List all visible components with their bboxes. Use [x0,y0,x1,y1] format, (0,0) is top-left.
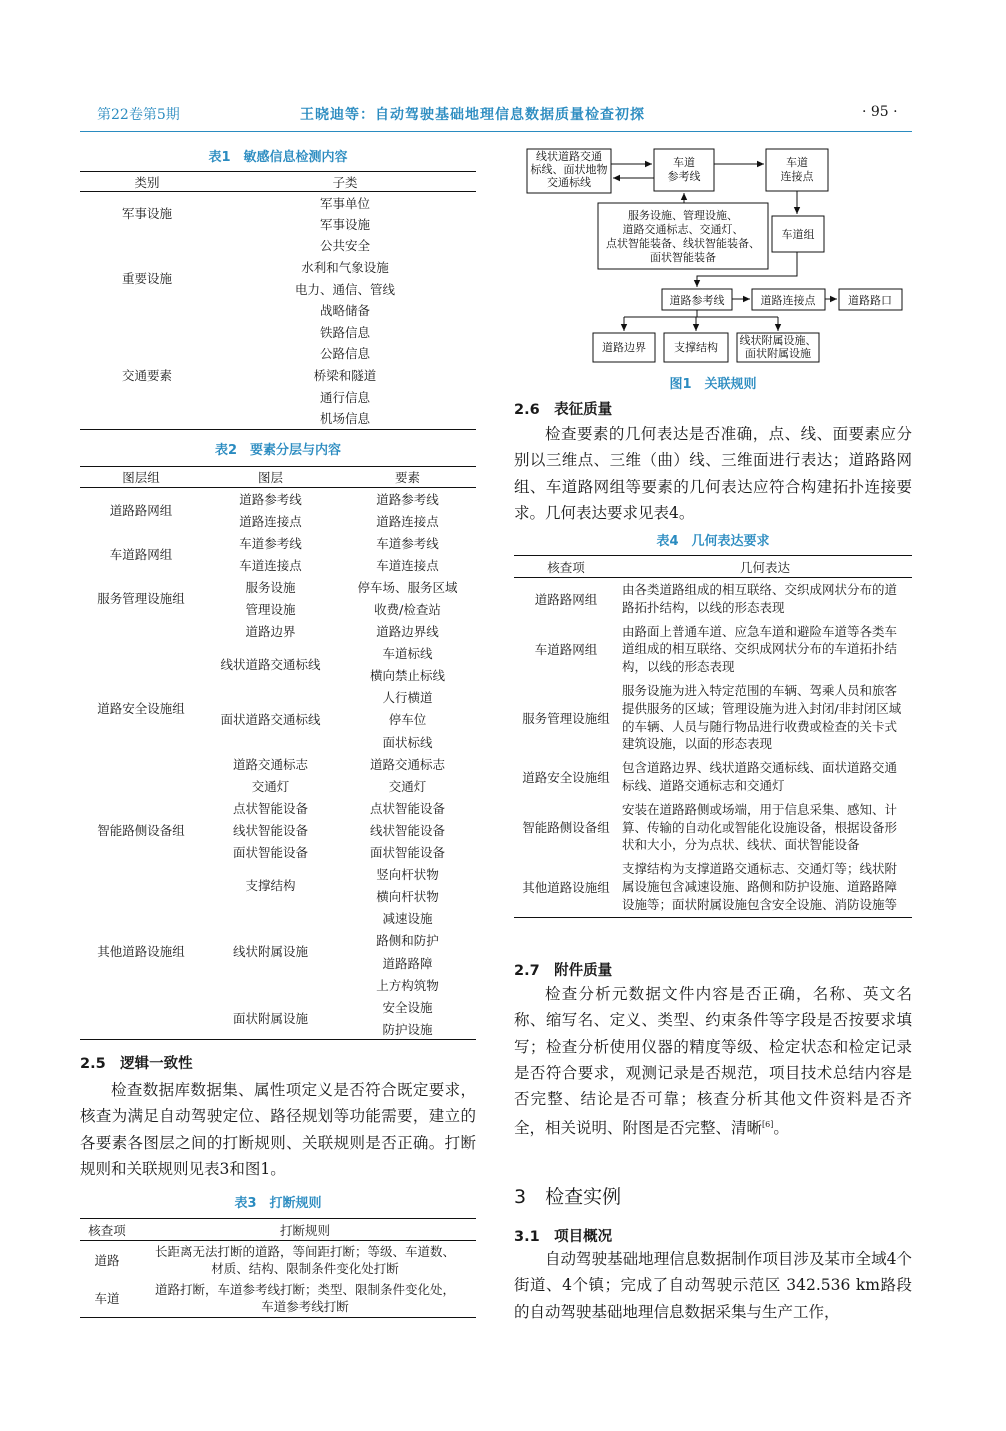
section-3-title: 3 检查实例 [514,1186,622,1208]
section-2-7-title: 2.7 附件质量 [514,963,613,979]
table1-header-category: 类别 [80,172,214,192]
table4-geometry: 服务设施为进入特定范围的车辆、驾乘人员和旅客提供服务的区域；管理设施为进入封闭/非封闭区域的车辆、人员与随行物品进行收费或检查的关卡式建筑设施，以面的形态表现 [622,682,902,752]
table2-group: 智能路侧设备组 [97,822,185,838]
table2-layer: 支撑结构 [245,878,296,894]
fig-box-road-bound: 道路边界 [602,341,646,354]
table3-item: 道路 [94,1253,120,1268]
table2-group: 道路安全设施组 [97,701,185,717]
figure1-caption: 图1 关联规则 [669,377,757,392]
table1-category: 交通要素 [80,321,214,429]
table4-row [514,756,912,798]
table2-layer: 面状道路交通标线 [220,712,321,728]
table4-row [514,798,912,857]
table1-subclass: 通行信息 [319,389,370,405]
section-2-6-title: 2.6 表征质量 [514,402,613,418]
table2-element: 人行横道 [382,690,433,706]
section-2-5-paragraph: 检查数据库数据集、属性项定义是否符合既定要求，核查为满足自动驾驶定位、路径规划等功能需要，建立的各要素各图层之间的打断规则、关联规则是否正确。打断规则和关联规则见表3和图1。 [80,1081,476,1178]
table2-layer: 道路参考线 [239,491,302,507]
table1-subclass: 公共安全 [319,238,370,254]
fig-box-road-junc: 道路路口 [848,294,892,307]
table4-geometry: 由各类道路组成的相互联络、交织成网状分布的道路拓扑结构，以线的形态表现 [622,582,898,615]
table1 [80,171,476,430]
fig-box-service-l4: 面状智能装备 [650,251,716,264]
fig-box-linear-l1: 线状道路交通 [536,150,602,163]
table4-item: 其他道路设施组 [514,857,618,917]
table2-row [80,576,476,598]
table1-subclass: 水利和气象设施 [301,260,389,276]
table2-row [80,797,476,819]
table3-rule-line: 材质、结构、限制条件变化处打断 [211,1261,399,1276]
table2-header-element: 要素 [339,467,476,488]
table2-layer: 道路边界 [245,624,296,640]
table2-row [80,532,476,554]
table2-caption: 表2 要素分层与内容 [214,443,342,458]
fig-box-service-l3: 点状智能装备、线状智能装备、 [606,237,760,250]
table2-layer: 服务设施 [245,579,296,595]
table2-group: 车道路网组 [109,546,173,562]
table2-element: 道路交通标志 [369,756,445,772]
table2-header-layer: 图层 [202,467,339,488]
table2-element: 车道连接点 [376,557,439,573]
table2-row [80,863,476,885]
table4-geometry: 由路面上普通车道、应急车道和避险车道等各类车道组成的相互联络、交织成网状分布的车道拓扑结构，以线的形态表现 [622,623,898,675]
table3-header-rule: 打断规则 [134,1219,476,1241]
table3-row [80,1241,476,1280]
table1-category: 军事设施 [121,206,172,222]
table2-element: 面状标线 [382,734,433,750]
fig-box-lane-group: 车道组 [781,228,815,241]
table2-header-group: 图层组 [80,467,202,488]
table2-layer: 车道参考线 [239,535,302,551]
table2-layer: 管理设施 [245,602,296,618]
fig-box-road-conn: 道路连接点 [760,294,816,307]
table4-caption: 表4 几何表达要求 [656,534,770,549]
table3-header-item: 核查项 [80,1219,134,1241]
table4-item: 道路路网组 [534,591,598,607]
table2-layer: 交通灯 [251,778,290,794]
table2-element: 面状智能设备 [369,845,445,861]
table4 [514,555,912,918]
fig-box-laneconn-l2: 连接点 [780,170,814,183]
table1-row [80,321,476,343]
fig-box-linear-l2: 标线、面状地物 [530,163,608,176]
fig-box-laneconn-l1: 车道 [786,156,808,169]
table2-layer: 道路交通标志 [232,756,308,772]
table1-subclass: 公路信息 [319,346,370,362]
table2-element: 点状智能设备 [369,800,445,816]
table2-element: 路侧和防护 [376,933,439,949]
journal-issue: 第22卷第5期 [97,107,180,123]
running-title: 王晓迪等：自动驾驶基础地理信息数据质量检查初探 [300,107,645,123]
table2-element: 停车位 [388,712,427,728]
table1-subclass: 铁路信息 [319,324,370,340]
table1-row [80,235,476,257]
table2-element: 停车场、服务区域 [357,579,458,595]
table2-group: 服务管理设施组 [97,590,185,606]
table2-element: 交通灯 [388,778,427,794]
table2-element: 道路路障 [382,955,433,971]
fig-box-service-l2: 道路交通标志、交通灯、 [622,223,744,236]
table1-subclass: 电力、通信、管线 [294,281,395,297]
table2-element: 减速设施 [382,911,433,927]
table2-layer: 线状智能设备 [232,822,308,838]
table1-caption: 表1 敏感信息检测内容 [208,150,348,165]
section-2-7-body: 检查分析元数据文件内容是否正确，名称、英文名称、缩写名、定义、类型、约束条件等字段是否按要求填写；检查分析使用仪器的精度等级、检定状态和检定记录是否符合要求，观测记录是否规范，项目技术总结内容是否完整、结论是否可靠；核查分析其他文件资料是否齐全，相关说明、附图是否完整、清晰 [514,985,912,1138]
table4-geometry: 支撑结构为支撑道路交通标志、交通灯等；线状附属设施包含减速设施、路侧和防护设施、道路路障设施等；面状附属设施包含安全设施、消防设施等 [618,857,912,917]
table3-caption: 表3 打断规则 [234,1196,322,1211]
table3-rule [134,1279,476,1318]
table2-element: 防护设施 [339,1018,476,1040]
table4-geometry: 包含道路边界、线状道路交通标线、面状道路交通标线、道路交通标志和交通灯 [622,760,898,793]
table4-header-item: 核查项 [514,556,618,578]
table1-subclass: 桥梁和隧道 [313,368,377,384]
section-2-6-paragraph: 检查要素的几何表达是否准确，点、线、面要素应分别以三维点、三维（曲）线、三维面进行表达；道路路网组、车道路网组等要素的几何表达应符合构建拓扑连接要求。几何表达要求见表4。 [514,425,912,522]
table3-rule-line: 长距离无法打断的道路，等间距打断；等级、车道数、 [154,1244,455,1259]
table3-rule [134,1241,476,1280]
table1-subclass: 战略储备 [319,303,370,319]
section-3-1-paragraph: 自动驾驶基础地理信息数据制作项目涉及某市全域4个街道、4个镇；完成了自动驾驶示范区 342.536 km路段的自动驾驶基础地理信息数据采集与生产工作， [514,1250,912,1321]
table3-rule-line: 车道参考线打断 [261,1299,349,1314]
table2-layer: 点状智能设备 [232,800,308,816]
fig-box-laneref-l1: 车道 [673,156,695,169]
table2-layer: 线状附属设施 [232,944,308,960]
table2-element: 道路参考线 [376,491,439,507]
table1-subclass: 军事设施 [319,216,370,232]
section-2-7-end: 。 [773,1119,789,1138]
table2-row [80,488,476,510]
fig-box-support: 支撑结构 [674,341,718,354]
fig-box-road-ref: 道路参考线 [669,294,725,307]
section-2-5-title: 2.5 逻辑一致性 [80,1056,193,1072]
table2-element: 横向杆状物 [376,889,439,905]
table4-item: 道路安全设施组 [522,769,610,785]
fig-box-attach-l2: 面状附属设施 [745,347,811,360]
table2-element: 车道参考线 [376,535,439,551]
table2-element: 道路连接点 [376,513,439,529]
table4-row [514,857,912,917]
fig-box-linear-l3: 交通标线 [547,176,591,189]
fig-box-attach-l1: 线状附属设施、 [739,334,817,347]
table4-header-geometry: 几何表达 [618,556,912,578]
table2-element: 横向禁止标线 [369,668,445,684]
table4-item: 车道路网组 [534,642,598,658]
table4-geometry: 安装在道路路侧或场端，用于信息采集、感知、计算、传输的自动化或智能化设施设备，根据设备形状和大小，分为点状、线状、面状智能设备 [622,801,898,853]
table1-category: 重要设施 [121,270,172,286]
table1-subclass: 机场信息 [214,407,476,429]
table4-item: 服务管理设施组 [522,710,610,726]
section-2-5-text [80,1077,476,1182]
section-2-7-paragraph [514,981,912,1142]
table2-layer: 线状道路交通标线 [220,657,321,673]
fig-box-laneref-l2: 参考线 [667,170,701,183]
table1-row [80,192,476,214]
table2-group: 道路路网组 [109,502,173,518]
table1-subclass: 军事单位 [319,195,370,211]
page-number: · 95 · [862,104,898,120]
table4-item: 智能路侧设备组 [522,820,610,836]
section-2-7-text [514,981,912,1142]
fig-box-service-l1: 服务设施、管理设施、 [628,209,738,222]
header-rule [80,131,912,132]
table2-element: 线状智能设备 [369,822,445,838]
table3 [80,1218,476,1318]
table2-element: 收费/检查站 [374,602,441,618]
table3-rule-line: 道路打断，车道参考线打断；类型、限制条件变化处， [154,1282,455,1297]
table2-group: 其他道路设施组 [80,863,202,1040]
table2-layer: 道路连接点 [239,513,302,529]
table4-row [514,620,912,679]
table2-layer: 面状智能设备 [232,845,308,861]
section-3-1-text [514,1246,912,1325]
table4-row [514,578,912,620]
table4-row [514,679,912,756]
table2-row [80,620,476,642]
section-2-6-text [514,421,912,526]
table2-element: 安全设施 [382,999,433,1015]
table2-element: 上方构筑物 [376,977,439,993]
section-3-1-title: 3.1 项目概况 [514,1229,613,1245]
table3-row [80,1279,476,1318]
table2-element: 车道标线 [382,646,433,662]
table2-element: 道路边界线 [376,624,439,640]
table3-item: 车道 [80,1279,134,1318]
figure1-association-diagram [514,144,912,366]
table2-layer: 车道连接点 [239,557,302,573]
table2-element: 竖向杆状物 [376,867,439,883]
table1-header-subclass: 子类 [214,172,476,192]
table2-layer: 面状附属设施 [202,996,339,1040]
citation-6[interactable]: [6] [762,1120,774,1130]
table2 [80,466,476,1040]
